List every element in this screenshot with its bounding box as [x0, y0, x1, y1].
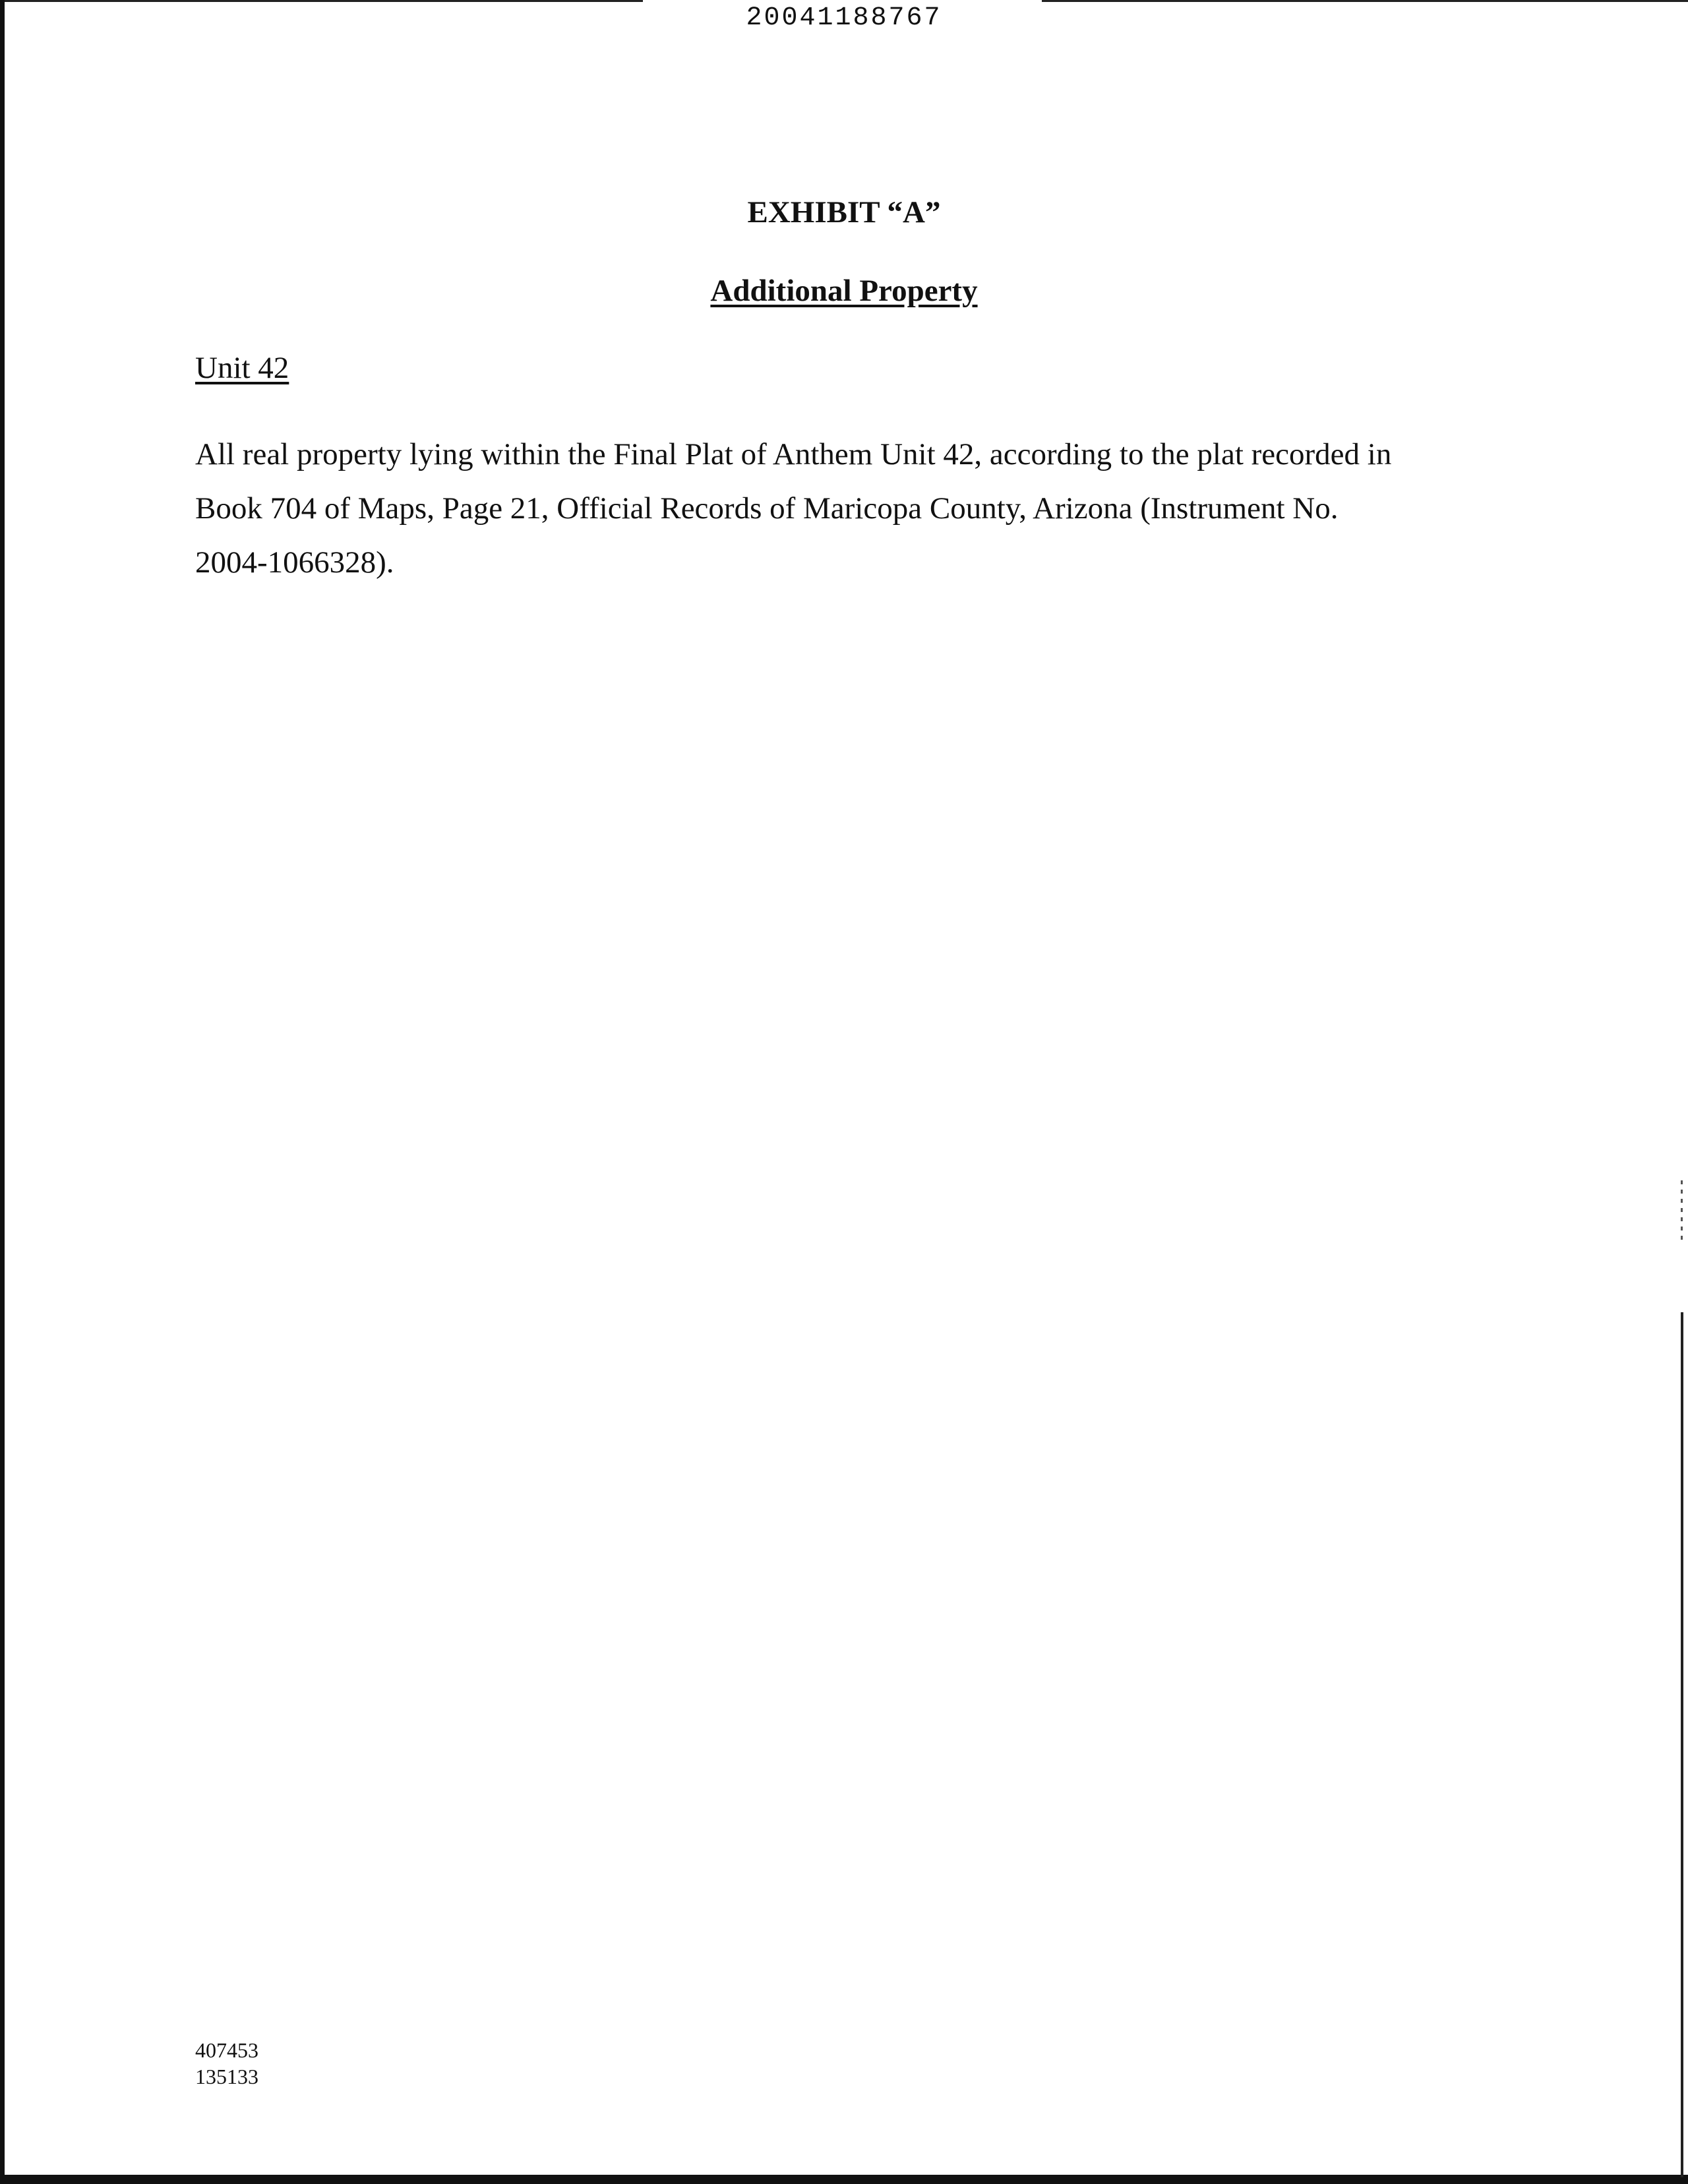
document-number: 407453	[195, 2038, 258, 2062]
legal-description-line: 2004-1066328).	[195, 545, 394, 580]
scan-edge-top-right	[1042, 0, 1688, 2]
scan-edge-right-dashes	[1681, 1180, 1683, 1240]
scan-edge-bottom	[0, 2175, 1688, 2184]
section-title: Additional Property	[710, 274, 978, 308]
legal-description-line: All real property lying within the Final Plat of Anthem Unit 42, according to the plat recorded in	[195, 437, 1392, 471]
legal-description	[195, 427, 1507, 590]
scan-edge-top-left	[0, 0, 643, 2]
document-number: 135133	[195, 2065, 258, 2088]
unit-heading: Unit 42	[195, 351, 289, 385]
legal-description-line: Book 704 of Maps, Page 21, Official Records of Maricopa County, Arizona (Instrument No.	[195, 491, 1339, 526]
scan-edge-right	[1681, 1312, 1683, 2177]
document-numbers	[195, 2037, 258, 2090]
exhibit-title: EXHIBIT “A”	[747, 195, 941, 229]
recording-number-stamp: 20041188767	[746, 3, 942, 33]
scan-edge-left	[0, 0, 5, 2184]
